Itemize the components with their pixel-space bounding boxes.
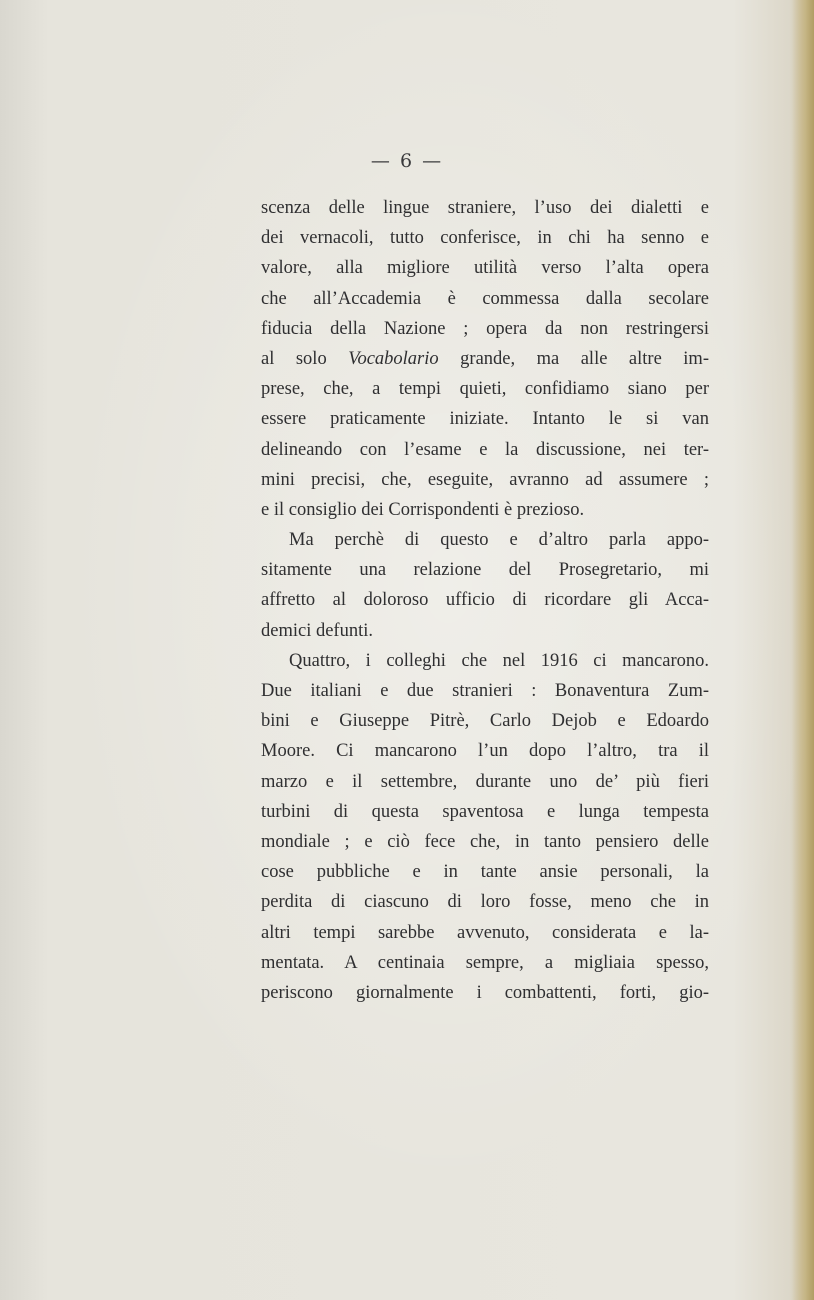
body-text	[261, 193, 709, 1008]
text-line: e il consiglio dei Corrispondenti è prezioso.	[261, 499, 585, 520]
text-line: Ma perchè di questo e d’altro parla appo-	[289, 530, 709, 551]
text-line-start: al solo	[261, 348, 349, 369]
text-line: mentata. A centinaia sempre, a migliaia spesso,	[261, 952, 709, 973]
text-line: Due italiani e due stranieri : Bonaventura Zum-	[261, 681, 709, 701]
text-line: Quattro, i colleghi che nel 1916 ci mancarono.	[289, 650, 709, 671]
text-line: affretto al doloroso ufficio di ricordare gli Acca-	[261, 590, 709, 611]
text-line: cose pubbliche e in tante ansie personali, la	[261, 862, 709, 883]
text-line: prese, che, a tempi quieti, confidiamo siano per	[261, 379, 709, 400]
text-line: Moore. Ci mancarono l’un dopo l’altro, tra il	[261, 741, 709, 762]
text-line: perdita di ciascuno di loro fosse, meno che in	[261, 892, 709, 913]
text-line: essere praticamente iniziate. Intanto le si van	[261, 409, 709, 430]
text-line: bini e Giuseppe Pitrè, Carlo Dejob e Edoardo	[261, 711, 709, 732]
page-edge	[792, 0, 814, 1300]
text-line: marzo e il settembre, durante uno de’ più fieri	[261, 771, 709, 792]
text-line: demici defunti.	[261, 620, 373, 641]
page-number: — 6 —	[370, 150, 444, 172]
text-line: scenza delle lingue straniere, l’uso dei dialetti e	[261, 198, 709, 218]
text-line: altri tempi sarebbe avvenuto, considerata e la-	[261, 922, 709, 943]
text-line: turbini di questa spaventosa e lunga tempesta	[261, 801, 709, 822]
text-line: valore, alla migliore utilità verso l’alta opera	[261, 258, 709, 279]
text-line: periscono giornalmente i combattenti, forti, gio-	[261, 982, 709, 1003]
text-line: delineando con l’esame e la discussione, nei ter-	[261, 439, 709, 460]
text-line: fiducia della Nazione ; opera da non restringersi	[261, 318, 709, 339]
text-line: sitamente una relazione del Prosegretario, mi	[261, 560, 709, 581]
text-line: dei vernacoli, tutto conferisce, in chi ha senno e	[261, 228, 709, 249]
text-line-end: grande, ma alle altre im-	[438, 348, 709, 369]
text-line: che all’Accademia è commessa dalla secolare	[261, 288, 709, 309]
text-line: mini precisi, che, eseguite, avranno ad assumere ;	[261, 469, 709, 490]
italic-word: Vocabolario	[348, 348, 439, 369]
text-line-mixed	[261, 344, 709, 374]
text-line: mondiale ; e ciò fece che, in tanto pensiero delle	[261, 831, 709, 852]
